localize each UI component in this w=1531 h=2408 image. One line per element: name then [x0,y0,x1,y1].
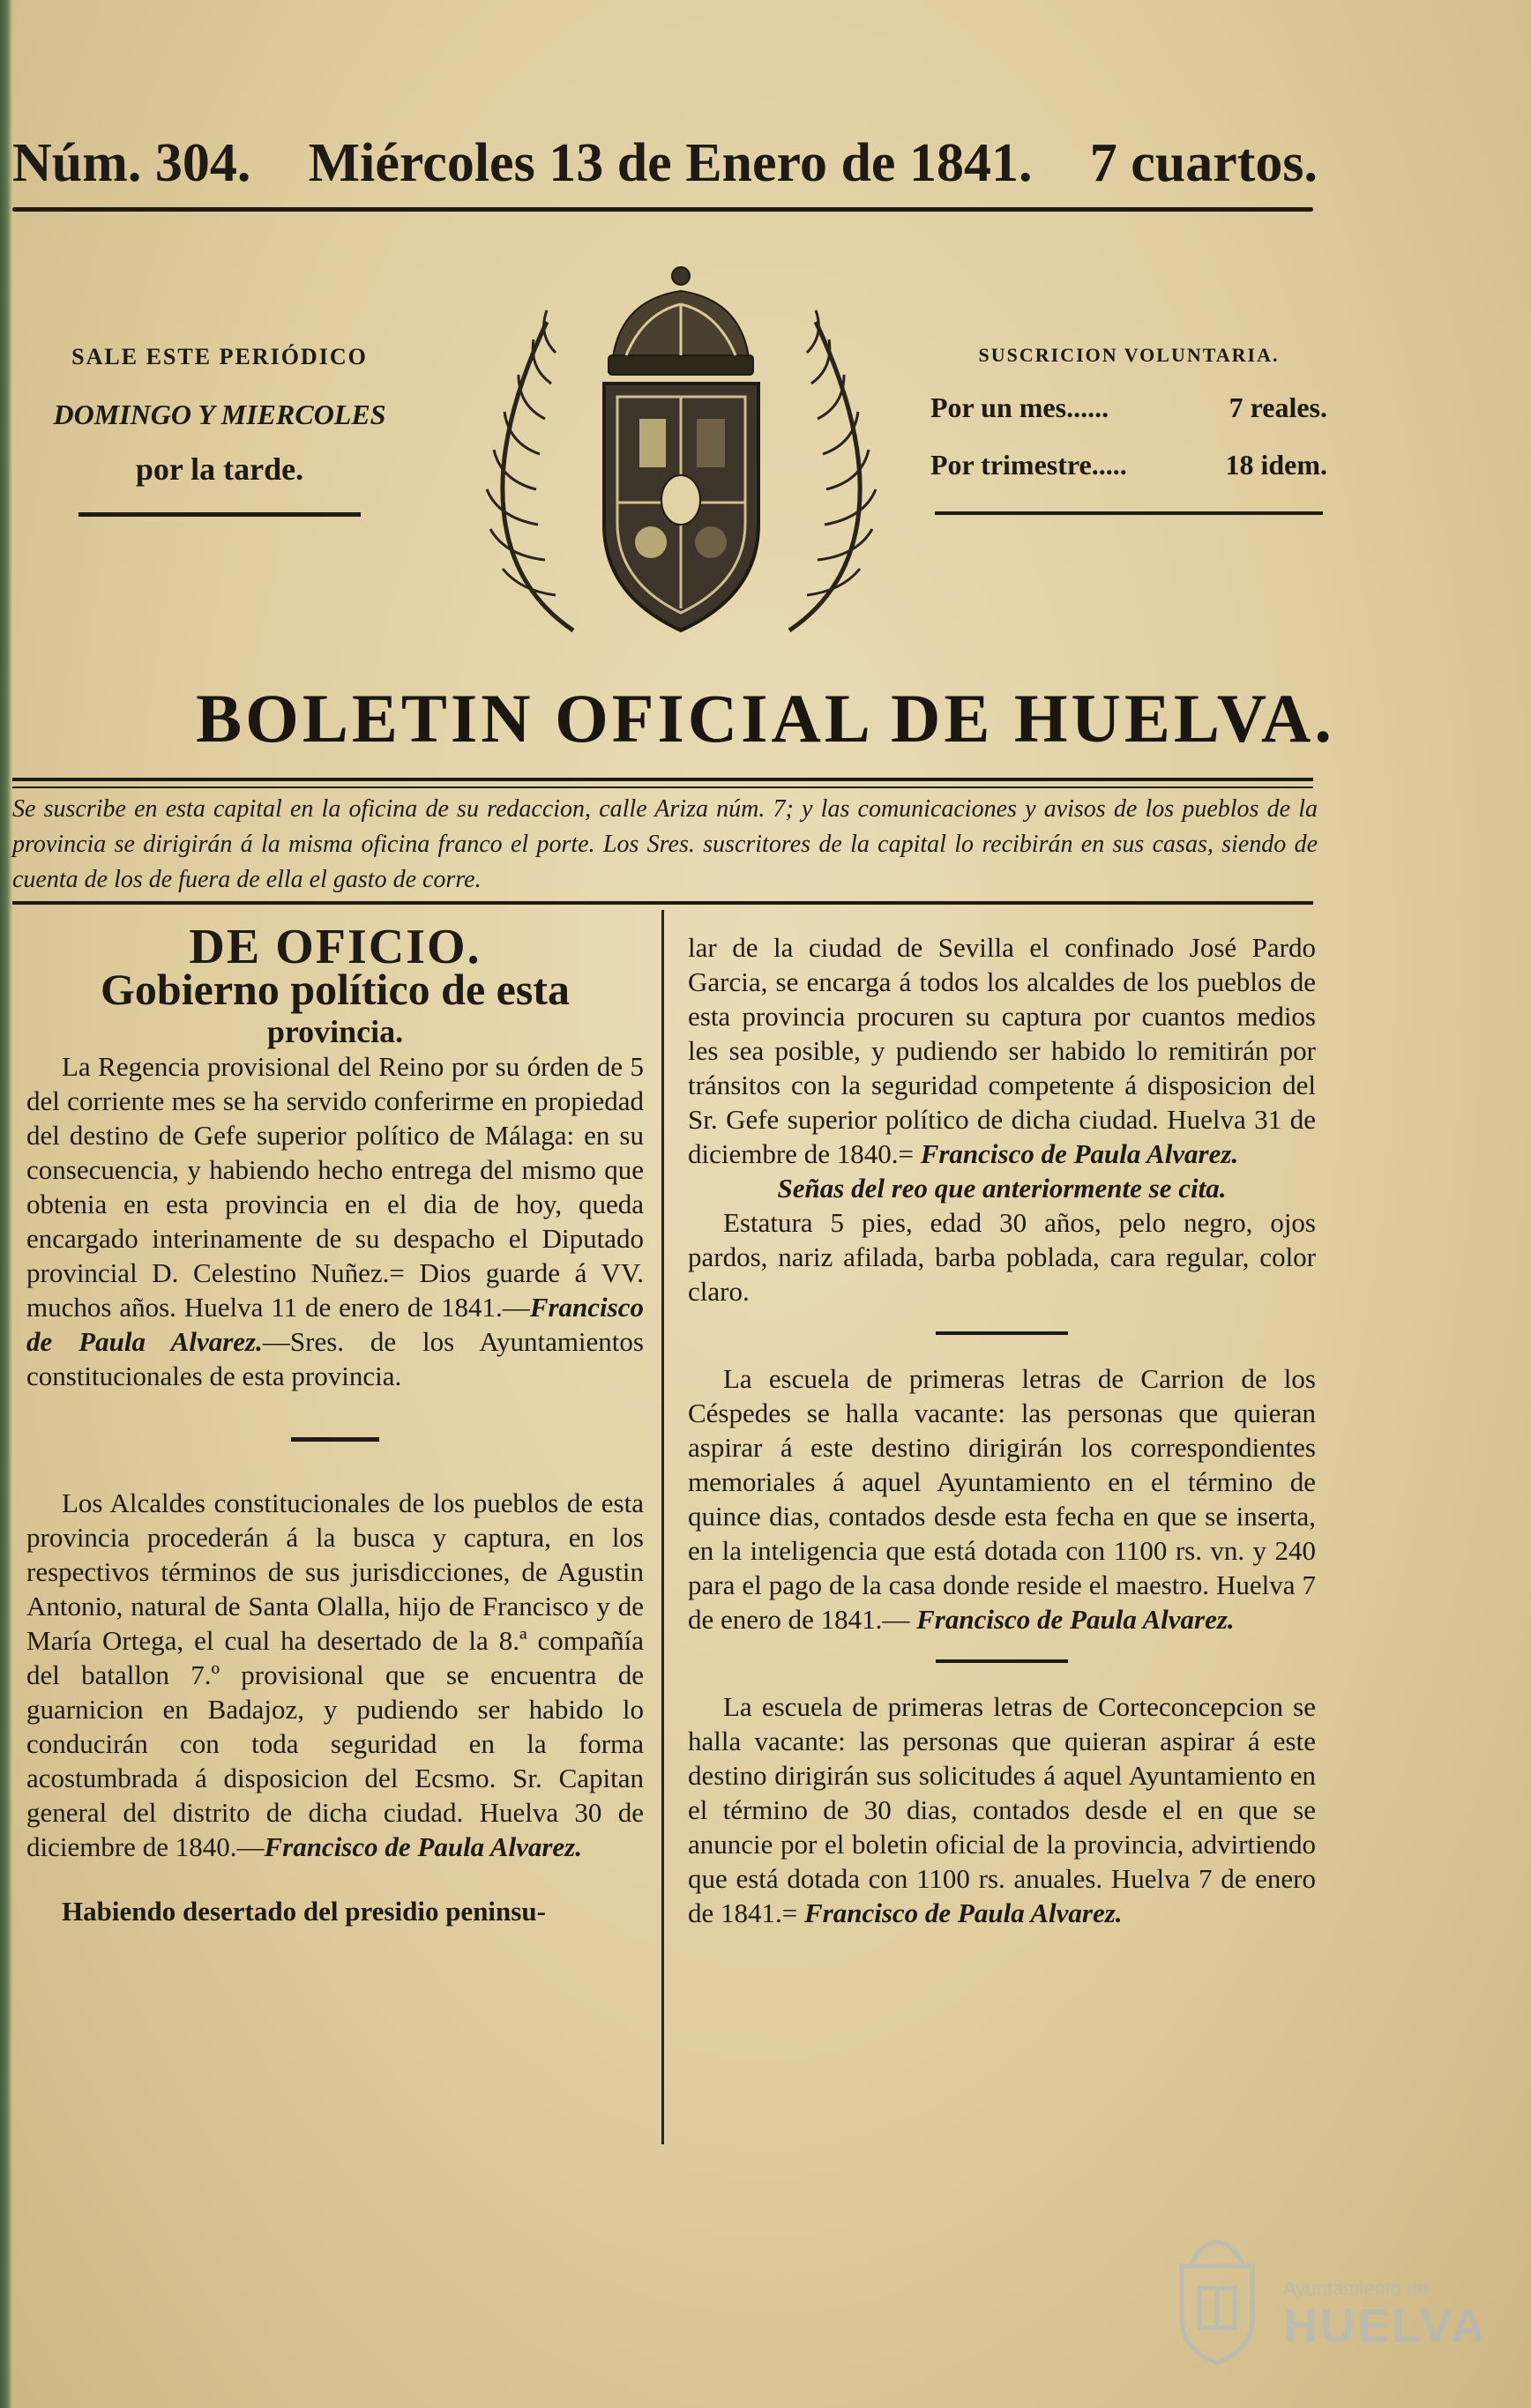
separator-rule [936,1331,1068,1335]
issue-number: Núm. 304. [12,133,251,193]
separator-rule [291,1437,379,1442]
issue-date: Miércoles 13 de Enero de 1841. [308,133,1033,193]
schedule-rule [78,512,361,517]
title-rule-thick [12,778,1313,781]
schedule-line-1: SALE ESTE PERIÓDICO [71,344,368,369]
regencia-addressee: —Sres. de los Ayuntamientos constitucionales de esta provincia. [26,1326,644,1391]
left-column [26,920,644,1928]
column-divider [661,910,664,2144]
monthly-price-row [930,391,1327,424]
gobierno-heading: Gobierno político de esta [101,965,570,1014]
masthead-rule [12,207,1313,212]
quarterly-price: 18 idem. [1225,449,1327,481]
subscription-notice: Se suscribe en esta capital en la oficina de su redaccion, calle Ariza núm. 7; y las comunicaciones y avisos de los pueblos de la provincia se dirigirán á la misma oficina franco el porte. Los Sres. suscritores de la capital lo recibirán en sus casas, siendo de cuenta de los de fuera de ella el gasto de corre. [12,795,1318,893]
right-column [688,930,1316,1930]
huelva-shield-icon [1164,2235,1270,2367]
monthly-label: Por un mes...... [930,391,1109,423]
carrion-text: La escuela de primeras letras de Carrion de los Céspedes se halla vacante: las personas que quieran aspirar á este destino dirigirán los correspondientes memoriales á aquel Ayuntamiento en el término de quince dias, contados desde esta fecha en que se inserta, en la inteligencia que está dotada con 1100 rs. vn. y 240 para el pago de la casa donde reside el maestro. Huelva 7 de enero de 1841.— [688,1363,1316,1635]
subscription-heading: SUSCRICION VOLUNTARIA. [978,344,1280,366]
corteconcepcion-text: La escuela de primeras letras de Corteconcepcion se halla vacante: las personas que quieran aspirar á este destino dirigirán sus solicitudes á aquel Ayuntamiento en el término de 30 dias, contados desde el en que se anuncie por el boletin oficial de la provincia, advirtiendo que está dotada con 1100 rs. anuales. Huelva 7 de enero de 1841.= [688,1691,1316,1928]
masthead [12,132,1318,195]
regencia-text: La Regencia provisional del Reino por su órden de 5 del corriente mes se ha servido conferirme en propiedad del destino de Gefe superior político de Málaga: en su consecuencia, y habiendo hecho entrega del mismo que obtenia en esta provincia en el dia de hoy, queda encargado interinamente de su despacho el Diputado provincial D. Celestino Nuñez.= Dios guarde á VV. muchos años. Huelva 11 de enero de 1841.— [26,1051,644,1323]
ayuntamiento-watermark [1164,2235,1488,2376]
presidio-text: lar de la ciudad de Sevilla el confinado José Pardo Garcia, se encarga á todos los alcaldes de los pueblos de esta provincia procuren su captura por cuantos medios les sea posible, y pudiendo ser habido lo remitirán por tránsitos con la seguridad competente á disposicion del Sr. Gefe superior político de dicha ciudad. Huelva 31 de diciembre de 1840.= [688,932,1316,1169]
deserter-notice [26,1486,644,1864]
schedule-line-2: DOMINGO Y MIERCOLES [53,399,386,430]
deserter-signature: Francisco de Paula Alvarez. [264,1831,582,1862]
schedule-line-3: por la tarde. [135,451,304,487]
carrion-signature: Francisco de Paula Alvarez. [916,1604,1235,1635]
corteconcepcion-school-notice [688,1689,1316,1930]
section-title: DE OFICIO. [189,920,482,974]
royal-coat-of-arms-icon [441,260,922,648]
quarterly-price-row [930,449,1327,481]
newspaper-title: BOLETIN OFICIAL DE HUELVA. [196,680,1335,757]
subscription-prices [930,344,1327,515]
issue-price: 7 cuartos. [1089,133,1318,193]
presidio-signature: Francisco de Paula Alvarez. [920,1138,1239,1169]
publication-schedule [12,344,427,517]
gobierno-subheading: provincia. [266,1014,404,1049]
watermark-line-2: HUELVA [1283,2300,1488,2352]
watermark-line-1: Ayuntamiento de [1283,2278,1429,2300]
senas-heading: Señas del reo que anteriormente se cita. [777,1173,1227,1204]
separator-rule [936,1659,1068,1663]
title-rule-thin [12,787,1313,788]
regencia-signature: Francisco de Paula Alvarez. [26,1292,644,1357]
carrion-school-notice [688,1361,1316,1636]
quarterly-label: Por trimestre..... [930,449,1127,481]
senas-description: Estatura 5 pies, edad 30 años, pelo negro, ojos pardos, nariz afilada, barba poblada, cara regular, color claro. [688,1207,1316,1307]
presidio-notice-start: Habiendo desertado del presidio peninsu- [62,1896,546,1927]
monthly-price: 7 reales. [1229,391,1327,423]
notice-rule [12,901,1313,905]
subscription-rule [935,511,1323,515]
binding-edge [0,0,12,2408]
corteconcepcion-signature: Francisco de Paula Alvarez. [804,1897,1123,1928]
presidio-notice-continued [688,930,1316,1171]
regencia-notice [26,1049,644,1393]
deserter-text: Los Alcaldes constitucionales de los pueblos de esta provincia procederán á la busca y captura, en los respectivos términos de sus jurisdicciones, de Agustin Antonio, natural de Santa Olalla, hijo de Francisco y de María Ortega, el cual ha desertado de la 8.ª compañía del batallon 7.º provisional que se encuentra de guarnicion en Badajoz, y pudiendo ser habido lo conducirán con toda seguridad en la forma acostumbrada á disposicion del Ecsmo. Sr. Capitan general del distrito de dicha ciudad. Huelva 30 de diciembre de 1840.— [26,1487,644,1862]
